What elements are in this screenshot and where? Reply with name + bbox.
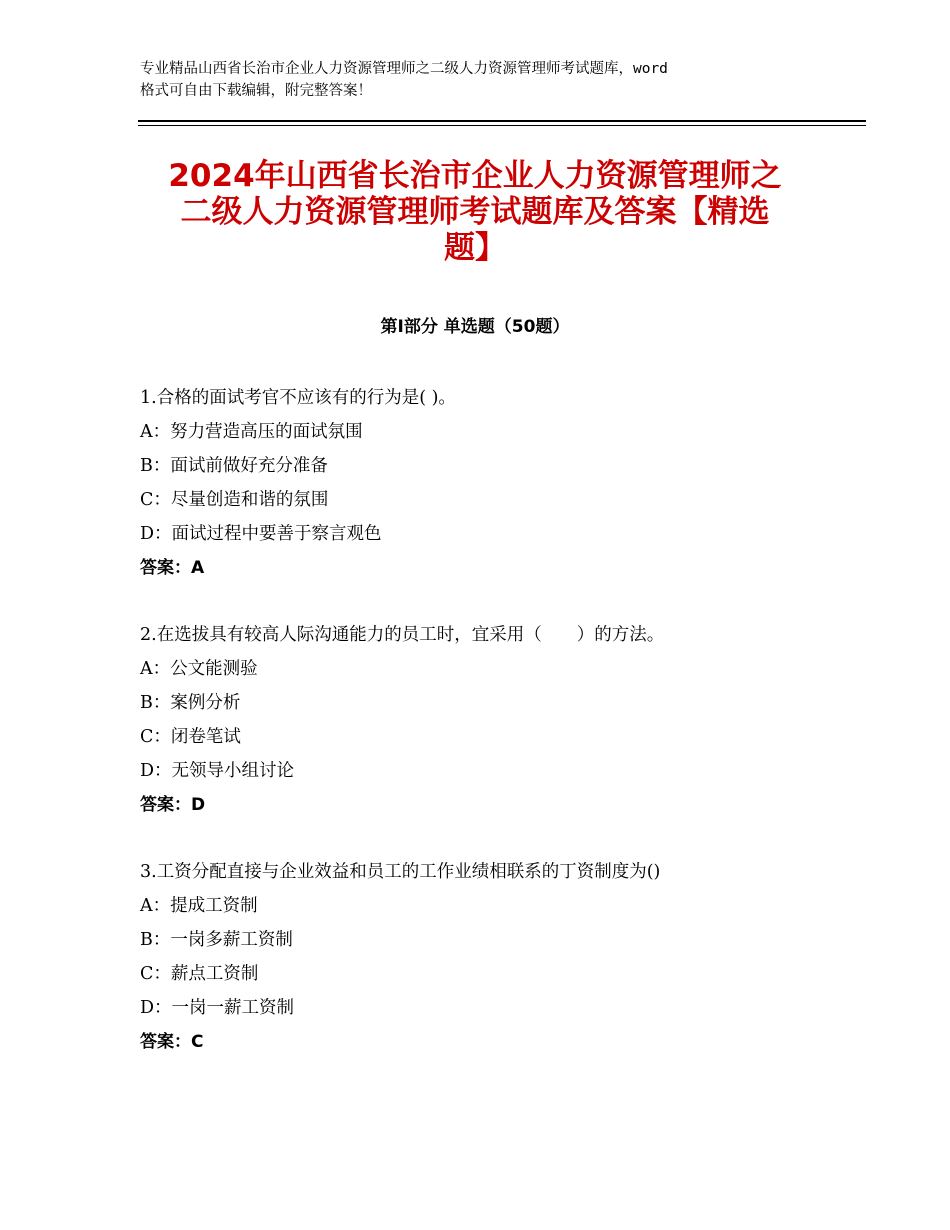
question-item [140,855,840,1059]
question-item [140,618,840,822]
section-heading: 第Ⅰ部分 单选题（50题） [380,317,570,337]
header-note-line-2: 格式可自由下载编辑，附完整答案！ [140,83,372,99]
document-title [120,158,830,266]
answer-label: 答案：D [140,795,206,815]
option-d: D：面试过程中要善于察言观色 [140,524,382,544]
option-d: D：无领导小组讨论 [140,761,295,781]
question-item [140,381,840,585]
answer-label: 答案：C [140,1032,204,1052]
answer-label: 答案：A [140,558,205,578]
question-stem: 1.合格的面试考官不应该有的行为是( )。 [140,388,456,408]
document-title-line-3: 题】 [444,230,506,266]
header-note [140,58,830,102]
document-title-line-1: 2024年山西省长治市企业人力资源管理师之 [168,158,782,194]
option-b: B：一岗多薪工资制 [140,930,293,950]
header-divider-thick [138,120,866,122]
option-c: C：薪点工资制 [140,964,259,984]
header-divider-thin [138,125,866,126]
option-c: C：闭卷笔试 [140,727,241,747]
option-b: B：面试前做好充分准备 [140,456,328,476]
option-c: C：尽量创造和谐的氛围 [140,490,329,510]
option-a: A：提成工资制 [140,896,258,916]
question-stem: 2.在选拔具有较高人际沟通能力的员工时，宜采用（ ）的方法。 [140,625,665,645]
option-d: D：一岗一薪工资制 [140,998,295,1018]
document-title-line-2: 二级人力资源管理师考试题库及答案【精选 [180,194,770,230]
option-a: A：公文能测验 [140,659,258,679]
option-b: B：案例分析 [140,693,241,713]
header-note-line-1: 专业精品山西省长治市企业人力资源管理师之二级人力资源管理师考试题库，word [140,61,668,77]
option-a: A：努力营造高压的面试氛围 [140,422,363,442]
question-stem: 3.工资分配直接与企业效益和员工的工作业绩相联系的丁资制度为() [140,862,661,882]
question-list [140,381,840,1092]
